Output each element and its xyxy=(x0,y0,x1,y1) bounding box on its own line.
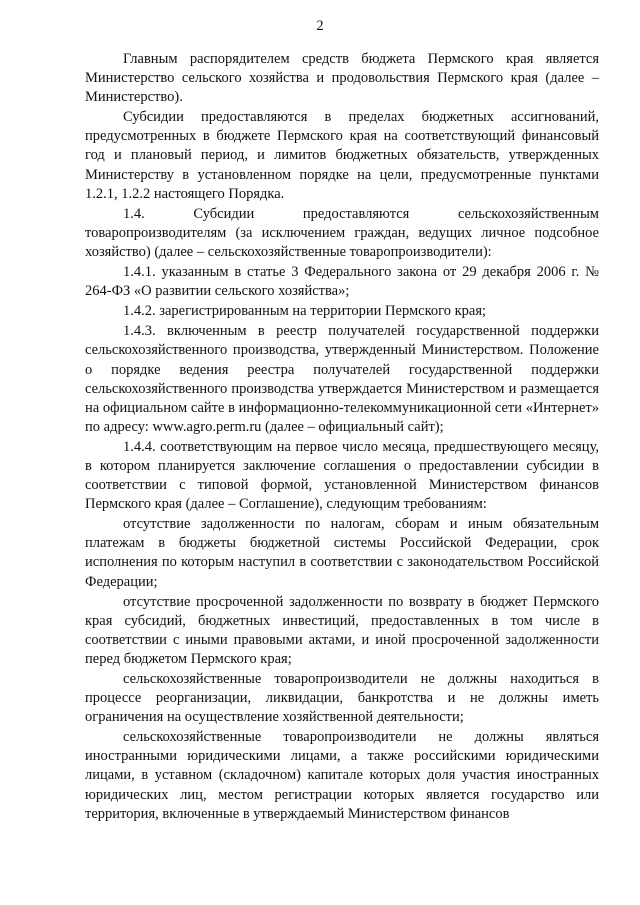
paragraph-1-4-3: 1.4.3. включенным в реестр получателей государственной поддержки сельскохозяйственного производства, утвержденный Министерством. Положение о порядке ведения реестра получателей государственной поддержки сельскохозяйственного производства утверждается Министерством и размещается на официальном сайте в информационно-телекоммуникационной сети «Интернет» по адресу: www.agro.perm.ru (далее – официальный сайт); xyxy=(85,323,599,435)
document-body xyxy=(85,50,599,825)
paragraph-subsidy-limits: Субсидии предоставляются в пределах бюджетных ассигнований, предусмотренных в бюджете Пермского края на соответствующий финансовый год и плановый период, и лимитов бюджетных обязательств, утвержденных Министерству в установленном порядке на цели, предусмотренные пунктами 1.2.1, 1.2.2 настоящего Порядка. xyxy=(85,109,599,202)
paragraph-1-4: 1.4. Субсидии предоставляются сельскохозяйственным товаропроизводителям (за исключением граждан, ведущих личное подсобное хозяйство) (далее – сельскохозяйственные товаропроизводители): xyxy=(85,205,599,260)
paragraph-no-overdue-debt: отсутствие просроченной задолженности по возврату в бюджет Пермского края субсидий, бюджетных инвестиций, предоставленных в том числе в соответствии с иными правовыми актами, и иной просроченной задолженности перед бюджетом Пермского края; xyxy=(85,593,599,667)
page-number: 2 xyxy=(316,18,324,34)
paragraph-not-foreign-entity: сельскохозяйственные товаропроизводители не должны являться иностранными юридическими лицами, а также российскими юридическими лицами, в уставном (складочном) капитале которых доля участия иностранных юридических лиц, местом регистрации которых является государство или территория, включенные в утверждаемый Министерством финансов xyxy=(85,729,599,822)
paragraph-1-4-2: 1.4.2. зарегистрированным на территории Пермского края; xyxy=(123,303,487,320)
paragraph-no-reorganization: сельскохозяйственные товаропроизводители не должны находиться в процессе реорганизации, ликвидации, банкротства и не должны иметь ограничения на осуществление хозяйственной деятельности; xyxy=(85,671,599,726)
paragraph-chief-administrator: Главным распорядителем средств бюджета Пермского края является Министерство сельского хозяйства и продовольствия Пермского края (далее – Министерство). xyxy=(85,51,599,106)
paragraph-1-4-1: 1.4.1. указанным в статье 3 Федерального закона от 29 декабря 2006 г. № 264-ФЗ «О развитии сельского хозяйства»; xyxy=(85,264,599,300)
paragraph-no-tax-debt: отсутствие задолженности по налогам, сборам и иным обязательным платежам в бюджеты бюджетной системы Российской Федерации, срок исполнения по которым наступил в соответствии с законодательством Российской Федерации; xyxy=(85,516,599,590)
paragraph-1-4-4: 1.4.4. соответствующим на первое число месяца, предшествующего месяцу, в котором планируется заключение соглашения о предоставлении субсидии в соответствии с типовой формой, установленной Министерством финансов Пермского края (далее – Соглашение), следующим требованиям: xyxy=(85,438,599,513)
